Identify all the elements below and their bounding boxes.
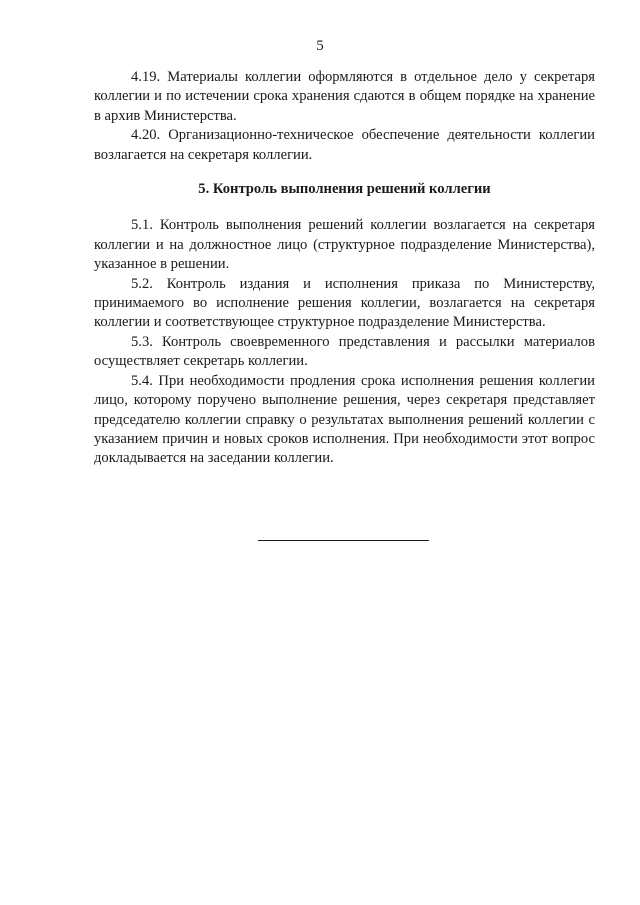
paragraph-4-20: 4.20. Организационно-техническое обеспечение деятельности коллегии возлагается на секретаря коллегии. bbox=[94, 127, 595, 163]
document-body bbox=[94, 68, 595, 469]
end-of-document-line bbox=[258, 540, 429, 541]
paragraph-4-19: 4.19. Материалы коллегии оформляются в отдельное дело у секретаря коллегии и по истечении срока хранения сдаются в общем порядке на хранение в архив Министерства. bbox=[94, 69, 595, 124]
section-heading: 5. Контроль выполнения решений коллегии bbox=[198, 181, 491, 198]
paragraph-5-1: 5.1. Контроль выполнения решений коллегии возлагается на секретаря коллегии и на должностное лицо (структурное подразделение Министерства), указанное в решении. bbox=[94, 217, 595, 273]
page-number: 5 bbox=[316, 38, 324, 54]
paragraph-5-2: 5.2. Контроль издания и исполнения приказа по Министерству, принимаемого во исполнение решения коллегии, возлагается на секретаря коллегии и соответствующее структурное подразделение Министерства. bbox=[94, 275, 595, 331]
paragraph-5-3: 5.3. Контроль своевременного представления и рассылки материалов осуществляет секретарь коллегии. bbox=[94, 333, 595, 370]
paragraph-5-4: 5.4. При необходимости продления срока исполнения решения коллегии лицо, которому поручено выполнение решения, через секретаря представляет председателю коллегии справку о результатах выполнения решений коллегии с указанием причин и новых сроков исполнения. При необходимости этот вопрос докладывается на заседании коллегии. bbox=[94, 372, 595, 467]
